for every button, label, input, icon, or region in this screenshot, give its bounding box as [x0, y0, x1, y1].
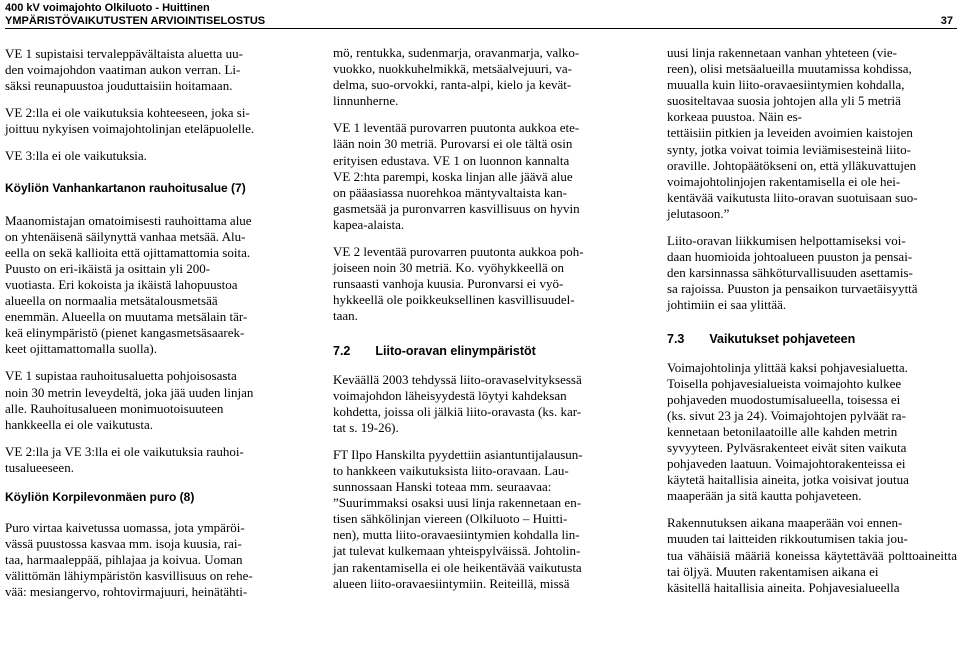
paragraph: Voimajohtolinja ylittää kaksi pohjavesialuetta. Toisella pohjavesialueista voimajohto kulkee pohjaveden muodostumisalueella, toisessa ei (ks. sivut 23 ja 24). Voimajohtojen pylväät ra- kennetaan betonilaatoille alle kahden metrin syvyyteen. Pylväsrakenteet eivät siten vaikuta pohjaveden laatuun. Voimajohtorakenteissa ei käytetä haitallisia aineita, jotka voisivat joutua maaperään ja sitä kautta pohjaveteen.: [667, 359, 909, 504]
paragraph: VE 2:lla ja VE 3:lla ei ole vaikutuksia rauhoi- tusalueeseen.: [5, 443, 244, 475]
paragraph: Maanomistajan omatoimisesti rauhoittama alue on yhtenäisenä säilynyttä vanhaa metsää. Alu- eella on sekä kallioita että ojittamattomia soita. Puusto on eri-ikäistä ja osittain yli 200- vuotiasta. Eri kokoista ja ikäistä lahopuustoa alueella on normaalia metsätalousmetsää enemmän. Alueella on muutama metsälain tär- keä elinympäristö (pienet kangasmetsäsaarek- keet ojittamattomalla suolla).: [5, 212, 252, 357]
paragraph: uusi linja rakennetaan vanhan yhteteen (vie- reen), olisi metsäalueilla muutamissa kohdissa, muualla kuin liito-oravaesiintymien kohdalla, suositeltavaa suosia johtojen alla yli 5 metriä korkeaa puustoa. Näin es- tettäisiin pitkien ja leveiden avoimien kaistojen synty, jotka voivat toimia leviämisesteinä liito- oraville. Johtopäätökseni on, että ylläkuvattujen voimajohtolinjojen rakentamisella ei ole hei- kentävää vaikutusta liito-oravan suotuisaan suo- jelutasoon.”: [667, 45, 918, 221]
paragraph: VE 1 supistaisi tervaleppävältaista aluetta uu- den voimajohdon vaatiman aukon verran. Li- säksi reunapuustoa jouduttaisiin hoitamaan.: [5, 46, 243, 94]
paragraph: VE 2 leventää purovarren puutonta aukkoa poh- joiseen noin 30 metriä. Ko. vyöhykkeellä on runsaasti vanhoja kuusia. Puronvarsi ei vyö- hykkeellä ole poikkeuksellinen kasvillisuudel- taan.: [333, 244, 584, 324]
column-3: [667, 45, 957, 607]
paragraph: Rakennutuksen aikana maaperään voi ennen- muuden tai laitteiden rikkoutumisen takia jou- tua vähäisiä määriä koneissa käytettävää polttoaineitta tai öljyä. Muuten rakentamisen aikana ei käsitellä haitallisia aineita. Pohjavesialueella: [667, 515, 957, 595]
paragraph: Keväällä 2003 tehdyssä liito-oravaselvityksessä voimajohdon läheisyydestä löytyi kahdeksan kohdetta, joissa oli jälkiä liito-oravasta (ks. kar- tat s. 19-26).: [333, 371, 582, 435]
paragraph: mö, rentukka, sudenmarja, oravanmarja, valko- vuokko, nuokkuhelmikkä, metsäalvejuuri, va- delma, suo-orvokki, ranta-alpi, kielo ja kevät- linnunherne.: [333, 45, 580, 109]
paragraph: Liito-oravan liikkumisen helpottamiseksi voi- daan huomioida johtoalueen puuston ja pensai- den karsinnassa sähköturvallisuuden asettamis- sa rajoissa. Puuston ja pensaikon turvaetäisyyttä johtimiin ei saa ylittää.: [667, 233, 918, 313]
page-number: 37: [940, 15, 953, 27]
column-2: [333, 45, 625, 603]
section-heading: Köyliön Vanhankartanon rauhoitusalue (7): [5, 180, 246, 195]
section-heading: Köyliön Korpilevonmäen puro (8): [5, 489, 195, 504]
page-header: [5, 2, 955, 28]
paragraph: VE 1 supistaa rauhoitusaluetta pohjoisosasta noin 30 metrin leveydeltä, joka jää uuden linjan alle. Rauhoitusalueen monimuotoisuuteen hankkeella ei ole vaikutusta.: [5, 368, 254, 432]
paragraph: VE 2:lla ei ole vaikutuksia kohteeseen, joka si- joittuu nykyisen voimajohtolinjan eteläpuolelle.: [5, 105, 255, 137]
header-subtitle: YMPÄRISTÖVAIKUTUSTEN ARVIOINTISELOSTUS: [5, 15, 266, 27]
paragraph: VE 3:lla ei ole vaikutuksia.: [5, 148, 147, 164]
paragraph: Puro virtaa kaivetussa uomassa, jota ympäröi- vässä puustossa kasvaa mm. isoja kuusia, rai- taa, harmaaleppää, pihlajaa ja koivua. Uoman välittömän lähiympäristön kasvillisuus on rehe- vää: mesiangervo, rohtovirmajuuri, heinätähti-: [5, 519, 253, 600]
header-title: 400 kV voimajohto Olkiluoto - Huittinen: [5, 2, 210, 14]
section-heading: 7.2 Liito-oravan elinympäristöt: [333, 343, 536, 358]
paragraph: VE 1 leventää purovarren puutonta aukkoa ete- lään noin 30 metriä. Purovarsi ei ole tältä osin erityisen edustava. VE 1 on luonnon kannalta VE 2:hta parempi, koska linjan alle jäävä alue on pääasiassa nuorehkoa mäntyvaltaista kan- gasmetsää ja puronvarren kasvillisuus on hyvin kapea-alaista.: [333, 120, 580, 232]
column-1: [5, 46, 296, 611]
section-heading: 7.3 Vaikutukset pohjaveteen: [667, 331, 856, 346]
header-rule: [5, 28, 957, 29]
paragraph: FT Ilpo Hanskilta pyydettiin asiantuntijalausun- to hankkeen vaikutuksista liito-oravaan. Lau- sunnossaan Hanski toteaa mm. seuraavaa: ”Suurimmaksi osaksi uusi linja rakennetaan en- tisen sähkölinjan viereen (Olkiluoto – Huitti- nen), mutta liito-oravaesiintymien kohdalla lin- jat tulevat kulkemaan yhteispylväissä. Johtolin- jan rakentamisella ei ole heikentävää vaikutusta alueen liito-oravaesiintymiin. Reiteillä, missä: [333, 446, 583, 591]
